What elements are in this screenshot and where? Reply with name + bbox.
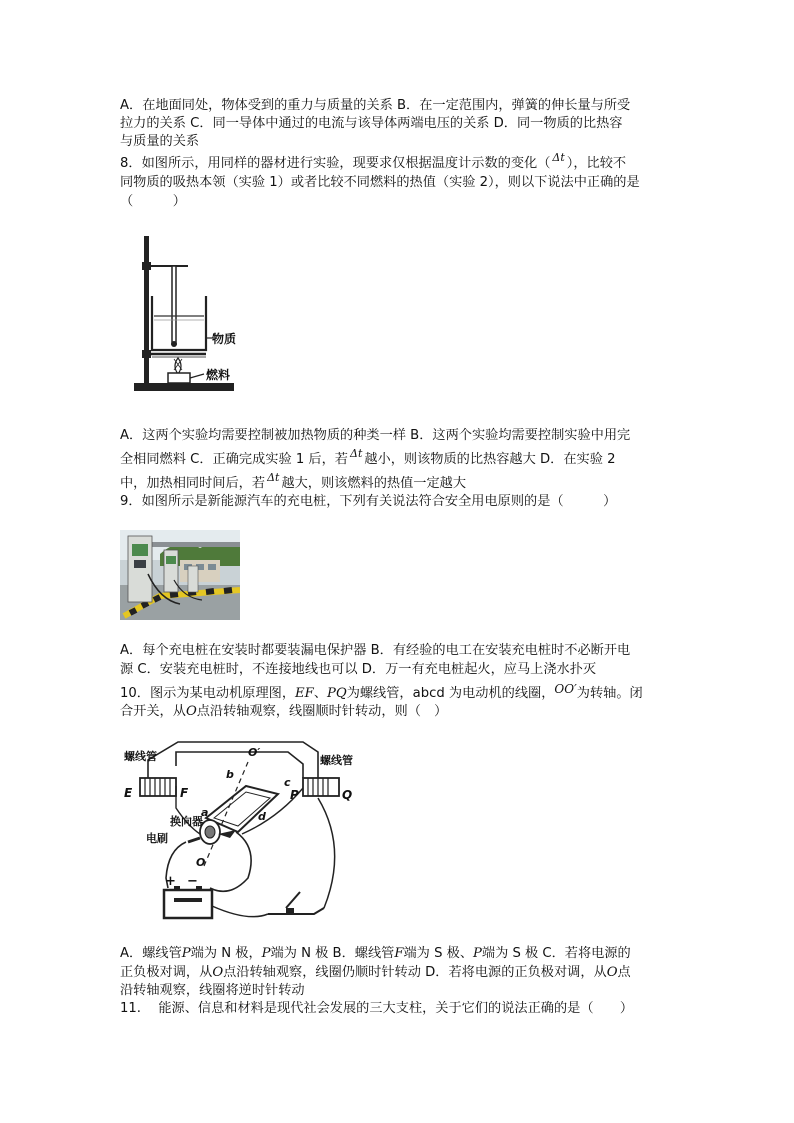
q8-options-line1: A．这两个实验均需要控制被加热物质的种类一样 B．这两个实验均需要控制实验中用完 bbox=[120, 428, 631, 443]
label-Q: Q bbox=[342, 788, 353, 802]
q7-options-line3: 与质量的关系 bbox=[120, 134, 200, 149]
charging-station-photo bbox=[120, 530, 240, 620]
label-minus: − bbox=[187, 874, 198, 889]
q8-options-line2: 全相同燃料 C．正确完成实验 1 后，若 $^{\Delta t}$ 越小，则该物质的比热容越大 D．在实验 2 bbox=[120, 447, 616, 467]
q7-options-line1: A．在地面同处，物体受到的重力与质量的关系 B．在一定范围内，弹簧的伸长量与所受 bbox=[120, 98, 631, 113]
label-O: O bbox=[196, 856, 206, 869]
q8-stem-line2: 同物质的吸热本领（实验 1）或者比较不同燃料的热值（实验 2），则以下说法中正确的是 bbox=[120, 175, 640, 190]
axis-symbol: OO′ bbox=[554, 682, 577, 696]
label-solenoid-right: 螺线管 bbox=[320, 754, 353, 767]
q10-options-line3: 沿转轴观察，线圈将逆时针转动 bbox=[120, 983, 305, 998]
q9-stem: 9．如图所示是新能源汽车的充电桩，下列有关说法符合安全用电原则的是（ ） bbox=[120, 494, 617, 509]
q8-stem-line3: （ ） bbox=[120, 194, 186, 209]
label-brush: 电刷 bbox=[146, 832, 168, 845]
q8-stem-line1: 8．如图所示，用同样的器材进行实验，现要求仅根据温度计示数的变化（ $^{\Delta t}$ ），比较不 bbox=[120, 151, 627, 171]
q9-options-line2: 源 C．安装充电桩时，不连接地线也可以 D．万一有充电桩起火，应马上浇水扑灭 bbox=[120, 662, 597, 677]
label-c: c bbox=[284, 776, 291, 789]
label-P: P bbox=[290, 788, 299, 802]
label-E: E bbox=[124, 786, 133, 800]
q8-options-line3: 中，加热相同时间后，若 $^{\Delta t}$ 越大，则该燃料的热值一定越大 bbox=[120, 471, 467, 491]
label-substance: 物质 bbox=[212, 332, 237, 346]
q10-stem-line2: 合开关，从O点沿转轴观察，线圈顺时针转动，则（ ） bbox=[120, 704, 448, 719]
label-b: b bbox=[226, 768, 234, 781]
q11-stem: 11. 能源、信息和材料是现代社会发展的三大支柱，关于它们的说法正确的是（ ） bbox=[120, 1001, 634, 1016]
q10-options-line2: 正负极对调，从O点沿转轴观察，线圈仍顺时针转动 D．若将电源的正负极对调，从O点 bbox=[120, 965, 631, 980]
delta-t-symbol: Δt bbox=[552, 151, 565, 164]
label-d: d bbox=[258, 810, 266, 823]
label-O-prime: O′ bbox=[248, 746, 261, 759]
label-commutator: 换向器 bbox=[170, 815, 203, 828]
label-F: F bbox=[180, 786, 189, 800]
label-solenoid-left: 螺线管 bbox=[124, 750, 157, 763]
q10-stem-line1: 10．图示为某电动机原理图，EF、PQ为螺线管，abcd 为电动机的线圈，OO′为转轴。闭 bbox=[120, 682, 643, 701]
label-plus: + bbox=[165, 874, 176, 889]
q9-options-line1: A．每个充电桩在安装时都要装漏电保护器 B．有经验的电工在安装充电桩时不必断开电 bbox=[120, 643, 631, 658]
q10-options-line1: A．螺线管P端为 N 极，P端为 N 极 B．螺线管F端为 S 极、P端为 S 极 C．若将电源的 bbox=[120, 946, 631, 961]
q7-options-line2: 拉力的关系 C．同一导体中通过的电流与该导体两端电压的关系 D．同一物质的比热容 bbox=[120, 116, 623, 131]
label-fuel: 燃料 bbox=[206, 368, 231, 382]
label-a: a bbox=[201, 806, 209, 819]
